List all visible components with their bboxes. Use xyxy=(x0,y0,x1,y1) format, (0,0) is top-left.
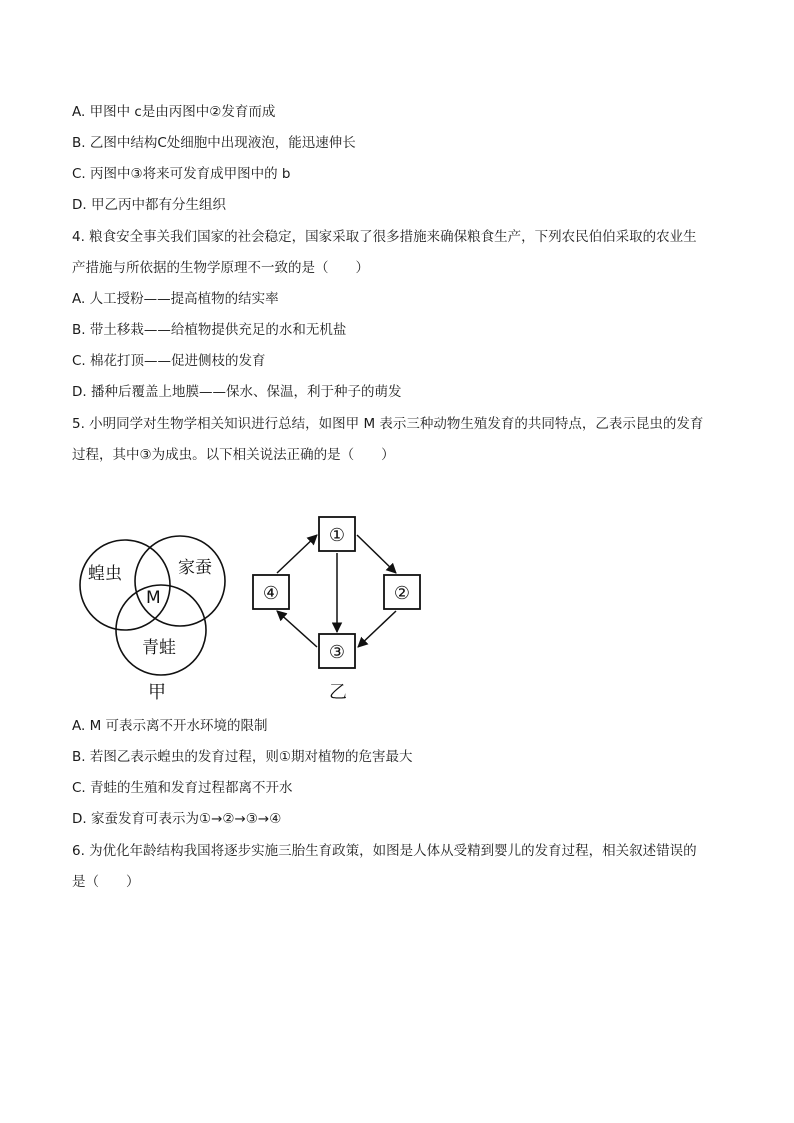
cycle-label-stage4: ④ xyxy=(262,583,280,604)
venn-label-frog: 青蛙 xyxy=(142,638,176,658)
q5-figure xyxy=(70,505,450,705)
venn-label-center: M xyxy=(146,588,161,608)
cycle-caption: 乙 xyxy=(329,682,347,703)
q4-option-a: A. 人工授粉——提高植物的结实率 xyxy=(72,291,279,307)
arrow-stage2-to-stage3 xyxy=(358,611,396,647)
venn-diagram xyxy=(80,536,225,703)
q5-option-a: A. M 可表示离不开水环境的限制 xyxy=(72,718,268,734)
q4-stem-line2: 产措施与所依据的生物学原理不一致的是（ ） xyxy=(72,260,369,276)
q5-option-d: D. 家蚕发育可表示为①→②→③→④ xyxy=(72,811,282,827)
q6-stem-line2: 是（ ） xyxy=(72,874,140,890)
q5-option-b: B. 若图乙表示蝗虫的发育过程，则①期对植物的危害最大 xyxy=(72,749,413,765)
arrow-stage3-to-stage4 xyxy=(277,611,317,647)
q5-option-c: C. 青蛙的生殖和发育过程都离不开水 xyxy=(72,780,293,796)
q3-option-a: A. 甲图中 c是由丙图中②发育而成 xyxy=(72,104,276,120)
q3-option-b: B. 乙图中结构C处细胞中出现液泡，能迅速伸长 xyxy=(72,135,356,151)
cycle-label-stage3: ③ xyxy=(328,642,346,663)
venn-circle-silkworm xyxy=(135,536,225,626)
q4-stem-line1: 4. 粮食安全事关我们国家的社会稳定，国家采取了很多措施来确保粮食生产，下列农民伯伯采取的农业生 xyxy=(72,229,697,245)
q5-stem-line1: 5. 小明同学对生物学相关知识进行总结，如图甲 M 表示三种动物生殖发育的共同特点，乙表示昆虫的发育 xyxy=(72,416,704,432)
q4-option-d: D. 播种后覆盖上地膜——保水、保温，利于种子的萌发 xyxy=(72,384,402,400)
q5-figure-svg xyxy=(70,505,450,705)
arrow-stage1-to-stage2 xyxy=(357,535,396,573)
venn-label-silkworm: 家蚕 xyxy=(178,558,212,578)
cycle-label-stage1: ① xyxy=(328,525,346,546)
venn-caption: 甲 xyxy=(148,682,166,703)
cycle-diagram xyxy=(253,517,420,703)
q6-stem-line1: 6. 为优化年龄结构我国将逐步实施三胎生育政策，如图是人体从受精到婴儿的发育过程，相关叙述错误的 xyxy=(72,843,697,859)
cycle-label-stage2: ② xyxy=(393,583,411,604)
venn-label-locust: 蝗虫 xyxy=(88,564,122,584)
arrow-stage4-to-stage1 xyxy=(277,535,317,573)
q5-stem-line2: 过程，其中③为成虫。以下相关说法正确的是（ ） xyxy=(72,447,395,463)
q3-option-d: D. 甲乙丙中都有分生组织 xyxy=(72,197,226,213)
q4-option-c: C. 棉花打顶——促进侧枝的发育 xyxy=(72,353,266,369)
q4-option-b: B. 带土移栽——给植物提供充足的水和无机盐 xyxy=(72,322,347,338)
q3-option-c: C. 丙图中③将来可发育成甲图中的 b xyxy=(72,166,291,182)
